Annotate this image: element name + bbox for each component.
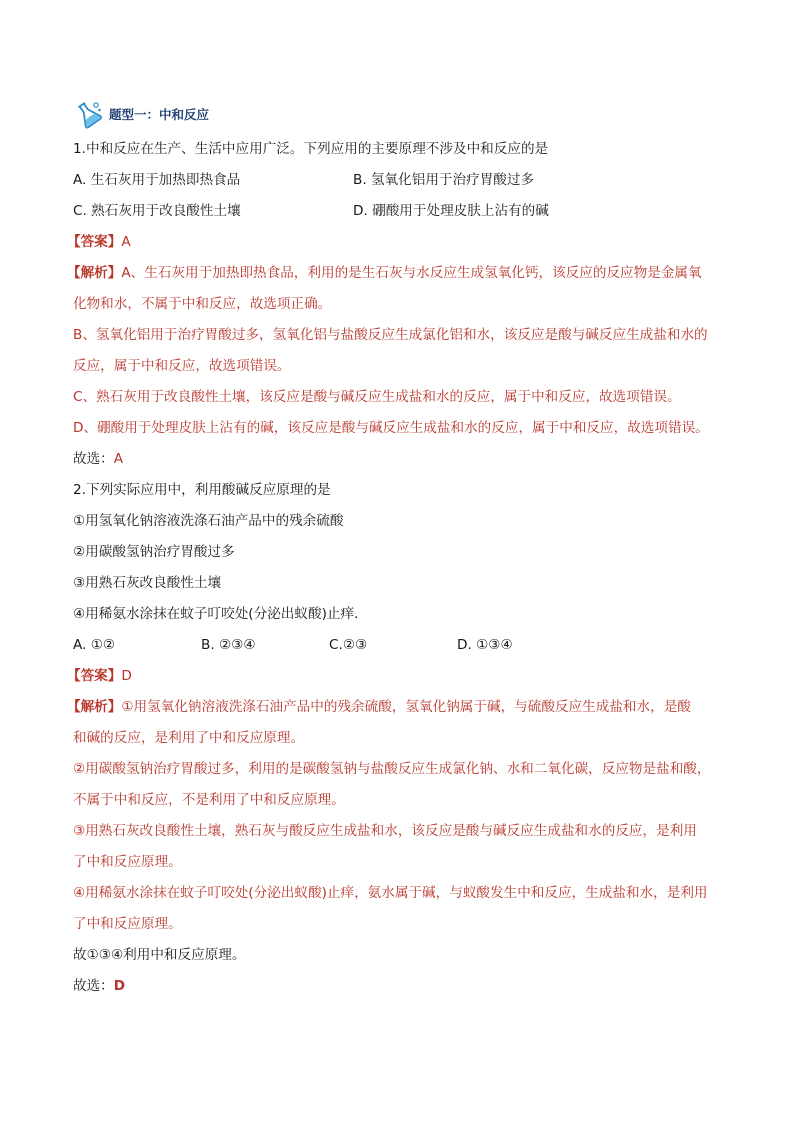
question-2-explanation (67, 692, 733, 940)
answer-label: 【答案】 (67, 668, 122, 684)
question-1-explanation (67, 258, 733, 444)
answer-value: A (121, 234, 131, 250)
choice-label: 故选： (73, 451, 114, 467)
choice-value: D (113, 978, 126, 994)
option-c: C.②③ (329, 637, 368, 653)
section-title: 题型一：中和反应 (109, 107, 210, 122)
explanation-line: C、熟石灰用于改良酸性土壤，该反应是酸与碱反应生成盐和水的反应，属于中和反应，故选项错误。 (73, 389, 681, 405)
option-a: A. 生石灰用于加热即热食品 (73, 172, 241, 188)
explanation-line: 了中和反应原理。 (73, 854, 182, 870)
question-2-options (73, 630, 733, 661)
question-1-answer (67, 227, 733, 258)
explanation-line: 不属于中和反应，不是利用了中和反应原理。 (73, 792, 345, 808)
question-2-item: ①用氢氧化钠溶液洗涤石油产品中的残余硫酸 (73, 513, 344, 529)
explanation-line: D、硼酸用于处理皮肤上沾有的碱，该反应是酸与碱反应生成盐和水的反应，属于中和反应，故选项错误。 (73, 420, 709, 436)
question-1-choice (73, 444, 733, 475)
option-b: B. 氢氧化铝用于治疗胃酸过多 (353, 172, 535, 188)
section-header (73, 96, 733, 132)
explanation-line: ②用碳酸氢钠治疗胃酸过多，利用的是碳酸氢钠与盐酸反应生成氯化钠、水和二氧化碳，反应物是盐和酸， (73, 761, 711, 777)
question-2-stem: 2.下列实际应用中，利用酸碱反应原理的是 (73, 482, 331, 498)
question-2-choice (73, 971, 733, 1002)
question-2 (67, 475, 733, 1002)
document-page (67, 96, 733, 1002)
explanation-line: 了中和反应原理。 (73, 916, 182, 932)
question-1-options-row-2 (73, 196, 733, 227)
answer-value: D (121, 668, 132, 684)
option-a: A. ①② (73, 637, 116, 653)
explanation-line: B、氢氧化铝用于治疗胃酸过多，氢氧化铝与盐酸反应生成氯化铝和水，该反应是酸与碱反应生成盐和水的 (73, 327, 708, 343)
explanation-label: 【解析】 (67, 699, 122, 715)
flask-icon (73, 99, 103, 129)
choice-label: 故选： (73, 978, 114, 994)
explanation-line: A、生石灰用于加热即热食品，利用的是生石灰与水反应生成氢氧化钙，该反应的反应物是金属氧 (121, 265, 702, 281)
question-1-stem: 1.中和反应在生产、生活中应用广泛。下列应用的主要原理不涉及中和反应的是 (73, 141, 549, 157)
explanation-line: ①用氢氧化钠溶液洗涤石油产品中的残余硫酸，氢氧化钠属于碱，与硫酸反应生成盐和水，是酸 (121, 699, 691, 715)
question-2-answer (67, 661, 733, 692)
explanation-label: 【解析】 (67, 265, 122, 281)
question-2-conclusion: 故①③④利用中和反应原理。 (73, 947, 246, 963)
explanation-line: 反应，属于中和反应，故选项错误。 (73, 358, 291, 374)
explanation-line: ③用熟石灰改良酸性土壤，熟石灰与酸反应生成盐和水，该反应是酸与碱反应生成盐和水的反应，是利用 (73, 823, 697, 839)
explanation-line: 化物和水，不属于中和反应，故选项正确。 (73, 296, 332, 312)
question-1-options-row-1 (73, 165, 733, 196)
choice-value: A (113, 451, 124, 467)
question-2-item: ④用稀氨水涂抹在蚊子叮咬处(分泌出蚁酸)止痒． (73, 606, 368, 622)
option-b: B. ②③④ (201, 637, 256, 653)
explanation-line: ④用稀氨水涂抹在蚊子叮咬处(分泌出蚁酸)止痒，氨水属于碱，与蚁酸发生中和反应，生成盐和水，是利用 (73, 885, 708, 901)
option-d: D. ①③④ (457, 637, 513, 653)
answer-label: 【答案】 (67, 234, 122, 250)
option-d: D. 硼酸用于处理皮肤上沾有的碱 (353, 203, 549, 219)
question-1 (67, 134, 733, 475)
question-2-item: ②用碳酸氢钠治疗胃酸过多 (73, 544, 235, 560)
question-2-item: ③用熟石灰改良酸性土壤 (73, 575, 222, 591)
explanation-line: 和碱的反应，是利用了中和反应原理。 (73, 730, 305, 746)
option-c: C. 熟石灰用于改良酸性土壤 (73, 203, 241, 219)
